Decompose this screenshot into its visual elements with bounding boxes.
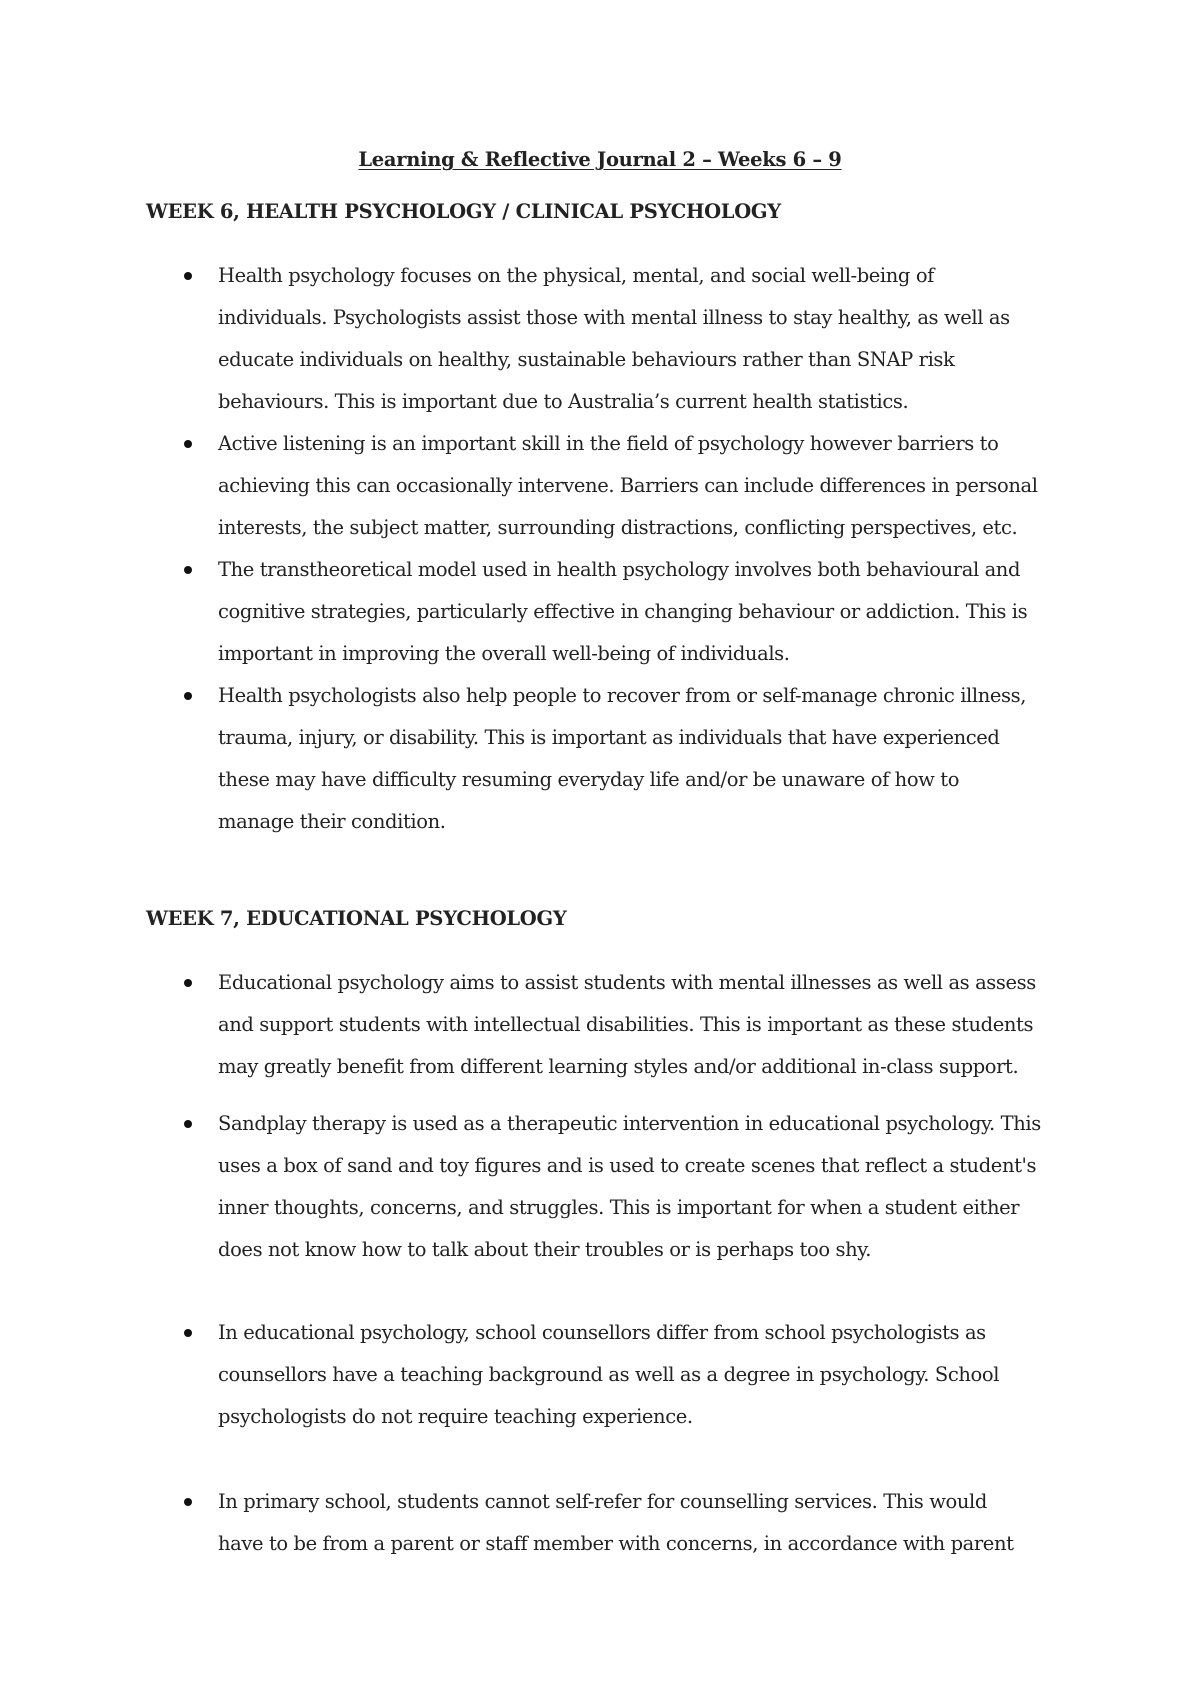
bullet-dot — [184, 1498, 192, 1506]
bullet-line: behaviours. This is important due to Australia’s current health statistics. — [218, 390, 909, 413]
bullet-line: does not know how to talk about their troubles or is perhaps too shy. — [218, 1238, 872, 1261]
bullet-text — [218, 962, 1078, 1088]
bullet-line: In primary school, students cannot self-refer for counselling services. This would — [218, 1490, 987, 1513]
bullet-line: these may have difficulty resuming everyday life and/or be unaware of how to — [218, 768, 960, 791]
bullet-line: individuals. Psychologists assist those with mental illness to stay healthy, as well as — [218, 306, 1010, 329]
bullet-line: cognitive strategies, particularly effective in changing behaviour or addiction. This is — [218, 600, 1028, 623]
bullet-line: inner thoughts, concerns, and struggles. This is important for when a student either — [218, 1196, 1020, 1219]
bullet-line: and support students with intellectual disabilities. This is important as these students — [218, 1013, 1034, 1036]
bullet-line: Educational psychology aims to assist students with mental illnesses as well as assess — [218, 971, 1036, 994]
bullet-text — [218, 423, 1078, 549]
week7-heading: WEEK 7, EDUCATIONAL PSYCHOLOGY — [146, 907, 567, 930]
bullet-line: counsellors have a teaching background as well as a degree in psychology. School — [218, 1363, 1000, 1386]
bullet-line: interests, the subject matter, surrounding distractions, conflicting perspectives, etc. — [218, 516, 1018, 539]
bullet-text — [218, 1312, 1078, 1438]
bullet-dot — [184, 692, 192, 700]
bullet-dot — [184, 440, 192, 448]
bullet-line: achieving this can occasionally intervene. Barriers can include differences in personal — [218, 474, 1038, 497]
week6-heading: WEEK 6, HEALTH PSYCHOLOGY / CLINICAL PSYCHOLOGY — [146, 200, 781, 223]
document-title: Learning & Reflective Journal 2 – Weeks 6 – 9 — [358, 148, 842, 171]
bullet-text — [218, 1103, 1078, 1271]
bullet-line: Active listening is an important skill in the field of psychology however barriers to — [218, 432, 999, 455]
bullet-line: In educational psychology, school counsellors differ from school psychologists as — [218, 1321, 986, 1344]
bullet-dot — [184, 1120, 192, 1128]
bullet-line: Health psychology focuses on the physical, mental, and social well-being of — [218, 264, 934, 287]
bullet-dot — [184, 979, 192, 987]
bullet-line: educate individuals on healthy, sustainable behaviours rather than SNAP risk — [218, 348, 955, 371]
bullet-line: uses a box of sand and toy figures and is used to create scenes that reflect a student's — [218, 1154, 1037, 1177]
bullet-line: manage their condition. — [218, 810, 446, 833]
bullet-line: important in improving the overall well-being of individuals. — [218, 642, 790, 665]
bullet-text — [218, 1481, 1078, 1565]
bullet-line: The transtheoretical model used in health psychology involves both behavioural and — [218, 558, 1021, 581]
bullet-text — [218, 675, 1078, 843]
bullet-text — [218, 255, 1078, 423]
bullet-line: trauma, injury, or disability. This is important as individuals that have experienced — [218, 726, 1000, 749]
bullet-line: Health psychologists also help people to recover from or self-manage chronic illness, — [218, 684, 1027, 707]
bullet-text — [218, 549, 1078, 675]
bullet-line: have to be from a parent or staff member with concerns, in accordance with parent — [218, 1532, 1014, 1555]
bullet-line: Sandplay therapy is used as a therapeutic intervention in educational psychology. This — [218, 1112, 1041, 1135]
bullet-dot — [184, 566, 192, 574]
bullet-line: psychologists do not require teaching experience. — [218, 1405, 693, 1428]
bullet-line: may greatly benefit from different learning styles and/or additional in-class support. — [218, 1055, 1019, 1078]
bullet-dot — [184, 272, 192, 280]
bullet-dot — [184, 1329, 192, 1337]
